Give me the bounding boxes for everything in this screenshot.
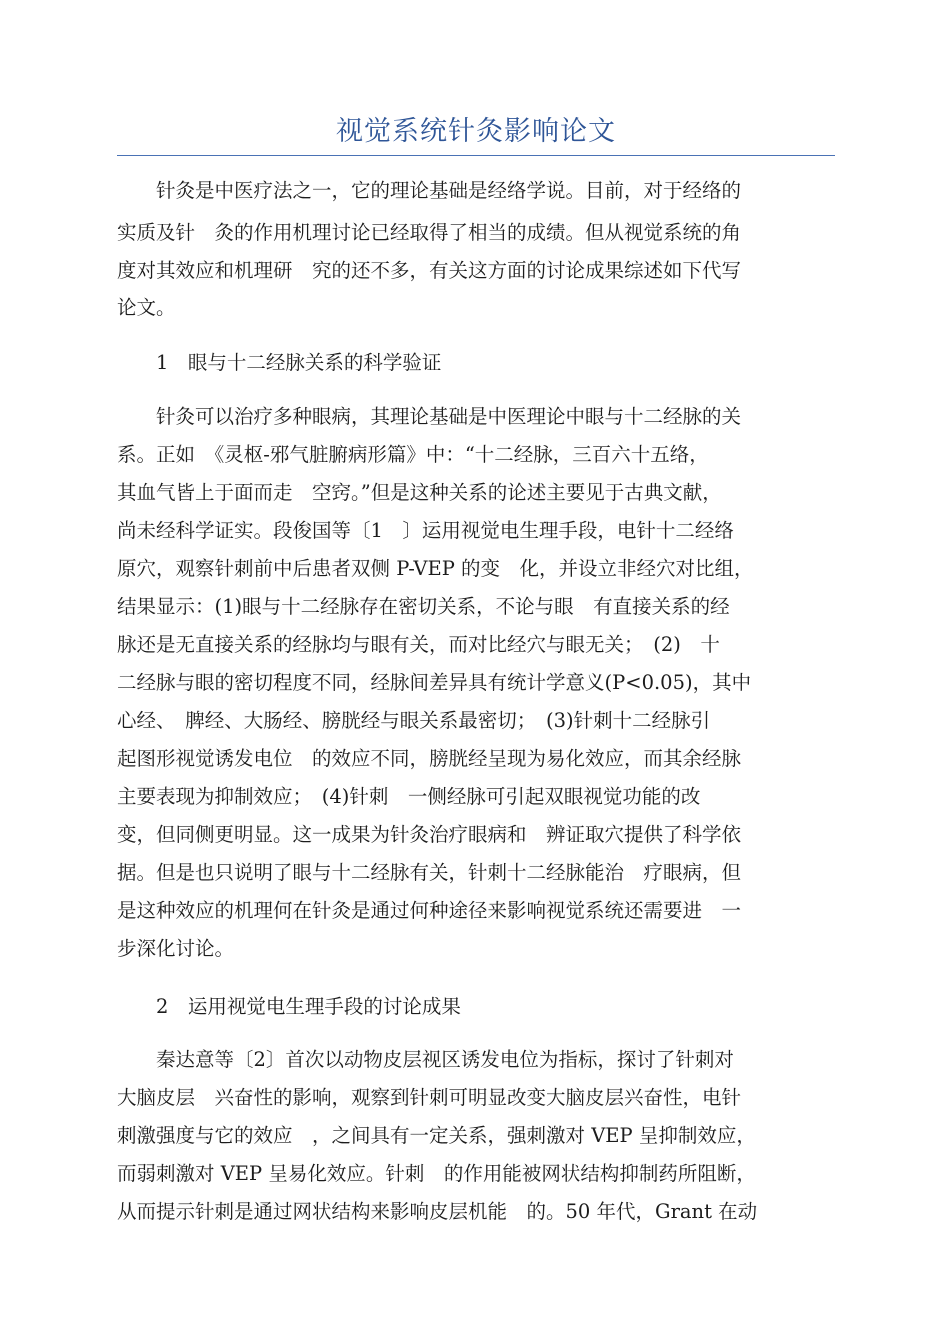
text-line: 起图形视觉诱发电位 的效应不同，膀胱经呈现为易化效应，而其余经脉 bbox=[117, 747, 742, 770]
text-line: 针灸是中医疗法之一，它的理论基础是经络学说。目前，对于经络的 bbox=[117, 179, 742, 202]
title-underline bbox=[117, 155, 835, 156]
text-line: 针灸可以治疗多种眼病，其理论基础是中医理论中眼与十二经脉的关 bbox=[117, 405, 742, 428]
text-line: 实质及针 灸的作用机理讨论已经取得了相当的成绩。但从视觉系统的角 bbox=[117, 221, 742, 244]
text-line: 其血气皆上于面而走 空窍。”但是这种关系的论述主要见于古典文献， bbox=[117, 481, 722, 504]
text-line: 主要表现为抑制效应； (4)针刺 一侧经脉可引起双眼视觉功能的改 bbox=[117, 785, 701, 808]
text-line: 步深化讨论。 bbox=[117, 937, 235, 960]
section-heading: 2 运用视觉电生理手段的讨论成果 bbox=[117, 995, 461, 1018]
document-title: 视觉系统针灸影响论文 bbox=[336, 116, 616, 147]
text-line: 二经脉与眼的密切程度不同，经脉间差异具有统计学意义(P<0.05)，其中 bbox=[117, 671, 752, 694]
text-line: 从而提示针刺是通过网状结构来影响皮层机能 的。50 年代，Grant 在动 bbox=[117, 1200, 758, 1223]
text-line: 刺激强度与它的效应 ，之间具有一定关系，强刺激对 VEP 呈抑制效应， bbox=[117, 1124, 756, 1147]
text-line: 心经、 脾经、大肠经、膀胱经与眼关系最密切； (3)针刺十二经脉引 bbox=[117, 709, 711, 732]
text-line: 秦达意等〔2〕首次以动物皮层视区诱发电位为指标，探讨了针刺对 bbox=[117, 1048, 734, 1071]
text-line: 脉还是无直接关系的经脉均与眼有关，而对比经穴与眼无关； (2) 十 bbox=[117, 633, 720, 656]
text-line: 变，但同侧更明显。这一成果为针灸治疗眼病和 辨证取穴提供了科学依 bbox=[117, 823, 742, 846]
text-line: 据。但是也只说明了眼与十二经脉有关，针刺十二经脉能治 疗眼病，但 bbox=[117, 861, 742, 884]
text-line: 系。正如 《灵枢-邪气脏腑病形篇》中：“十二经脉，三百六十五络， bbox=[117, 443, 709, 466]
text-line: 尚未经科学证实。段俊国等〔1 〕运用视觉电生理手段，电针十二经络 bbox=[117, 519, 734, 542]
text-line: 是这种效应的机理何在针灸是通过何种途径来影响视觉系统还需要进 一 bbox=[117, 899, 742, 922]
section-heading: 1 眼与十二经脉关系的科学验证 bbox=[117, 351, 442, 374]
text-line: 而弱刺激对 VEP 呈易化效应。针刺 的作用能被网状结构抑制药所阻断， bbox=[117, 1162, 756, 1185]
text-line: 结果显示：(1)眼与十二经脉存在密切关系，不论与眼 有直接关系的经 bbox=[117, 595, 730, 618]
text-line: 论文。 bbox=[117, 296, 176, 319]
text-line: 度对其效应和机理研 究的还不多，有关这方面的讨论成果综述如下代写 bbox=[117, 259, 742, 282]
text-line: 大脑皮层 兴奋性的影响，观察到针刺可明显改变大脑皮层兴奋性，电针 bbox=[117, 1086, 742, 1109]
text-line: 原穴，观察针刺前中后患者双侧 P-VEP 的变 化，并设立非经穴对比组， bbox=[117, 557, 754, 580]
